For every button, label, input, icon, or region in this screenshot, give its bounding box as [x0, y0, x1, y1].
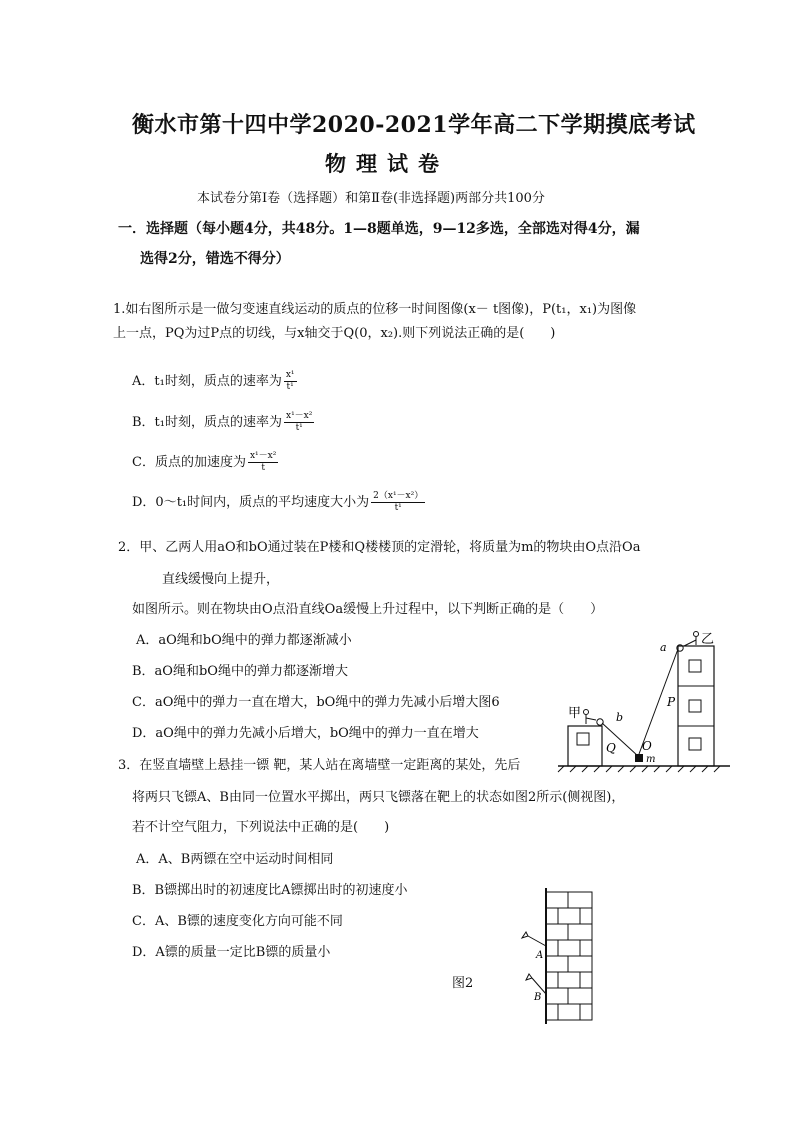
q3-option-d: D．A镖的质量一定比B镖的质量小: [132, 945, 331, 960]
q3-stem-line2: 将两只飞镖A、B由同一位置水平掷出，两只飞镖落在靶上的状态如图2所示(侧视图)，: [132, 790, 625, 805]
label-jia: 甲: [568, 706, 582, 721]
person-jia: [584, 710, 597, 725]
q3-option-b: B．B镖掷出时的初速度比A镖掷出时的初速度小: [132, 883, 408, 898]
label-a: a: [660, 641, 667, 654]
building-p-window-2: [689, 700, 701, 712]
q3-option-a: A．A、B两镖在空中运动时间相同: [136, 852, 334, 867]
q2-figure: [556, 630, 732, 776]
q1-stem-line2: 上一点，PQ为过P点的切线，与x轴交于Q(0，x₂).则下列说法正确的是( ): [113, 326, 556, 341]
section1-line1: 一．选择题（每小题4分，共48分。1—8题单选，9—12多选，全部选对得4分，漏: [118, 221, 640, 237]
q2-option-b: B．aO绳和bO绳中的弹力都逐渐增大: [132, 664, 348, 679]
q2-option-d: D．aO绳中的弹力先减小后增大，bO绳中的弹力一直在增大: [132, 726, 479, 741]
building-q-window: [577, 733, 589, 745]
q2-stem-line2: 直线缓慢向上提升，: [162, 572, 280, 587]
exam-note: 本试卷分第Ⅰ卷（选择题）和第Ⅱ卷(非选择题)两部分共100分: [197, 191, 545, 206]
q1-option-c: C．质点的加速度为 $\frac{\text{x¹－x²}}{t}$: [132, 451, 277, 473]
exam-subtitle: 物理试卷: [325, 151, 449, 176]
q1-stem-line1: 1.如右图所示是一做匀变速直线运动的质点的位移一时间图像(x－ t图像)，P(t₁，x₁)为图像: [113, 302, 637, 317]
q1-option-b: B．t₁时刻，质点的速率为 $\frac{\text{x¹－x²}}{\text{t¹}}$: [132, 411, 313, 433]
brick-rows: [546, 908, 592, 1004]
q3-figure: [516, 886, 598, 1026]
dart-b: [526, 974, 546, 994]
q2-stem-line3: 如图所示。则在物块由O点沿直线Oa缓慢上升过程中，以下判断正确的是（ ）: [132, 602, 604, 617]
q3-option-c: C．A、B镖的速度变化方向可能不同: [132, 914, 343, 929]
q2-option-a: A．aO绳和bO绳中的弹力都逐渐减小: [136, 633, 352, 648]
q3-stem-line1: 3．在竖直墙壁上悬挂一镖 靶，某人站在离墙壁一定距离的某处，先后: [118, 758, 521, 773]
q3-figure-caption: 图2: [452, 976, 474, 991]
q3-stem-line3: 若不计空气阻力，下列说法中正确的是( ): [132, 820, 390, 835]
label-o: O: [642, 739, 652, 753]
building-p: [678, 646, 714, 766]
label-dart-b: B: [534, 992, 542, 1003]
block-m: [635, 754, 643, 762]
q2-option-c: C．aO绳中的弹力一直在增大，bO绳中的弹力先减小后增大图6: [132, 695, 500, 710]
label-b: b: [616, 711, 624, 724]
ground-hatch: [558, 766, 720, 772]
q2-stem-line1: 2．甲、乙两人用aO和bO通过装在P楼和Q楼楼顶的定滑轮，将质量为m的物块由O点沿Oa: [118, 540, 641, 555]
label-m: m: [646, 754, 656, 765]
building-p-window-1: [689, 660, 701, 672]
exam-title: 衡水市第十四中学2020-2021学年高二下学期摸底考试: [132, 112, 696, 138]
building-p-window-3: [689, 738, 701, 750]
q1-option-d: D．0～t₁时间内，质点的平均速度大小为 $\frac{\text{2（x¹－x²）}}{\text{t¹}}$: [132, 491, 424, 513]
label-dart-a: A: [536, 950, 544, 961]
person-yi: [684, 632, 699, 647]
dart-a: [522, 932, 546, 946]
q1-option-a: A．t₁时刻，质点的速率为 $\frac{\text{x¹}}{\text{t¹}}$: [132, 370, 295, 392]
label-q: Q: [606, 741, 616, 755]
pulley-q: [597, 719, 603, 725]
section1-line2: 选得2分，错选不得分）: [140, 251, 290, 267]
label-yi: 乙: [701, 632, 715, 647]
label-p: P: [667, 695, 676, 709]
building-q: [568, 726, 602, 766]
